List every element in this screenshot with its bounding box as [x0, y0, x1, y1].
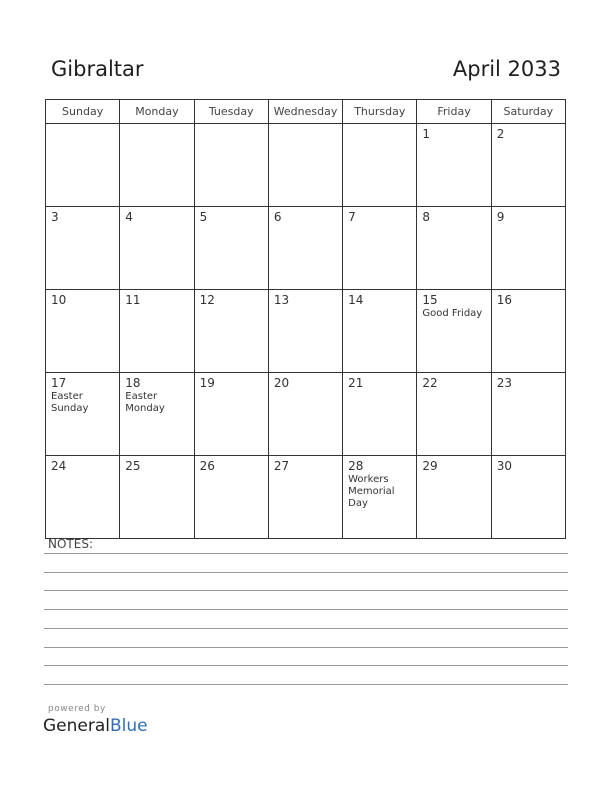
- day-number: 9: [496, 210, 505, 224]
- calendar-body: [46, 124, 566, 539]
- day-number: 29: [422, 459, 438, 473]
- holiday-label: Easter Monday: [125, 391, 165, 414]
- notes-line: [44, 628, 568, 629]
- notes-line: [44, 590, 568, 591]
- calendar-day-cell: [417, 207, 491, 290]
- day-number: 13: [273, 293, 290, 307]
- notes-line: [44, 684, 568, 685]
- calendar-day-cell: [343, 290, 417, 373]
- day-number: 28: [348, 459, 364, 473]
- weekday-saturday: Saturday: [491, 100, 565, 124]
- day-number: 6: [273, 210, 282, 224]
- day-number: 26: [199, 459, 215, 473]
- calendar-day-cell: [343, 207, 417, 290]
- calendar-day-cell: [417, 290, 491, 373]
- calendar-grid: [45, 99, 566, 539]
- weekday-wednesday: Wednesday: [268, 100, 342, 124]
- calendar-day-cell: [268, 456, 342, 539]
- calendar-day-cell: [46, 207, 120, 290]
- day-number: 19: [199, 376, 215, 390]
- calendar-day-cell: [417, 373, 491, 456]
- day-number: 1: [422, 127, 431, 141]
- weekday-thursday: Thursday: [343, 100, 417, 124]
- day-number: 27: [273, 459, 290, 473]
- day-number: 30: [496, 459, 512, 473]
- notes-line: [44, 572, 568, 573]
- calendar-day-cell: [120, 290, 194, 373]
- notes-label: NOTES:: [48, 537, 93, 551]
- calendar-day-cell: [194, 207, 268, 290]
- calendar-day-cell: [417, 456, 491, 539]
- day-number: 24: [51, 459, 67, 473]
- calendar-week-row: [46, 290, 566, 373]
- calendar-day-cell: [120, 207, 194, 290]
- calendar-day-cell: [46, 124, 120, 207]
- day-number: 14: [348, 293, 364, 307]
- day-number: 10: [51, 293, 67, 307]
- day-number: 2: [496, 127, 505, 141]
- calendar-week-row: [46, 373, 566, 456]
- holiday-label: Good Friday: [422, 308, 483, 319]
- day-number: 8: [422, 210, 431, 224]
- calendar-day-cell: [491, 456, 565, 539]
- generalblue-logo: [43, 716, 148, 736]
- calendar-day-cell: [343, 373, 417, 456]
- day-number: 4: [125, 210, 133, 224]
- calendar-day-cell: [417, 124, 491, 207]
- day-number: 22: [422, 376, 438, 390]
- day-number: 12: [199, 293, 215, 307]
- weekday-sunday: Sunday: [46, 100, 120, 124]
- calendar-day-cell: [268, 207, 342, 290]
- brand-general-text: General: [43, 716, 110, 736]
- calendar-day-cell: [120, 373, 194, 456]
- notes-line: [44, 647, 568, 648]
- day-number: 15: [422, 293, 438, 307]
- calendar-day-cell: [194, 373, 268, 456]
- calendar-day-cell: [268, 290, 342, 373]
- weekday-header-row: [46, 100, 566, 124]
- calendar-day-cell: [194, 290, 268, 373]
- weekday-friday: Friday: [417, 100, 491, 124]
- brand-blue-text: Blue: [110, 716, 148, 736]
- day-number: 17: [51, 376, 67, 390]
- powered-by-text: powered by: [48, 704, 106, 714]
- calendar-day-cell: [491, 290, 565, 373]
- day-number: 23: [496, 376, 512, 390]
- holiday-label: Workers Memorial Day: [348, 474, 395, 509]
- calendar-day-cell: [491, 207, 565, 290]
- day-number: 25: [125, 459, 141, 473]
- calendar-day-cell: [491, 373, 565, 456]
- day-number: 3: [51, 210, 59, 224]
- day-number: 16: [496, 293, 512, 307]
- calendar-day-cell: [46, 290, 120, 373]
- calendar-day-cell: [491, 124, 565, 207]
- holiday-label: Easter Sunday: [51, 391, 89, 414]
- day-number: 5: [199, 210, 208, 224]
- calendar-week-row: [46, 124, 566, 207]
- day-number: 20: [273, 376, 290, 390]
- calendar-week-row: [46, 207, 566, 290]
- notes-line: [44, 665, 568, 666]
- calendar-day-cell: [46, 456, 120, 539]
- notes-line: [44, 553, 568, 554]
- calendar-day-cell: [120, 124, 194, 207]
- day-number: 11: [125, 293, 141, 307]
- notes-line: [44, 609, 568, 610]
- calendar-day-cell: [194, 456, 268, 539]
- calendar-day-cell: [268, 373, 342, 456]
- calendar-month-year: April 2033: [452, 57, 561, 81]
- calendar-day-cell: [343, 124, 417, 207]
- calendar-day-cell: [194, 124, 268, 207]
- calendar-day-cell: [268, 124, 342, 207]
- day-number: 18: [125, 376, 141, 390]
- calendar-day-cell: [343, 456, 417, 539]
- day-number: 21: [348, 376, 364, 390]
- calendar-country: Gibraltar: [51, 57, 144, 81]
- day-number: 7: [348, 210, 356, 224]
- weekday-tuesday: Tuesday: [194, 100, 268, 124]
- calendar-day-cell: [120, 456, 194, 539]
- calendar-day-cell: [46, 373, 120, 456]
- calendar-week-row: [46, 456, 566, 539]
- weekday-monday: Monday: [120, 100, 194, 124]
